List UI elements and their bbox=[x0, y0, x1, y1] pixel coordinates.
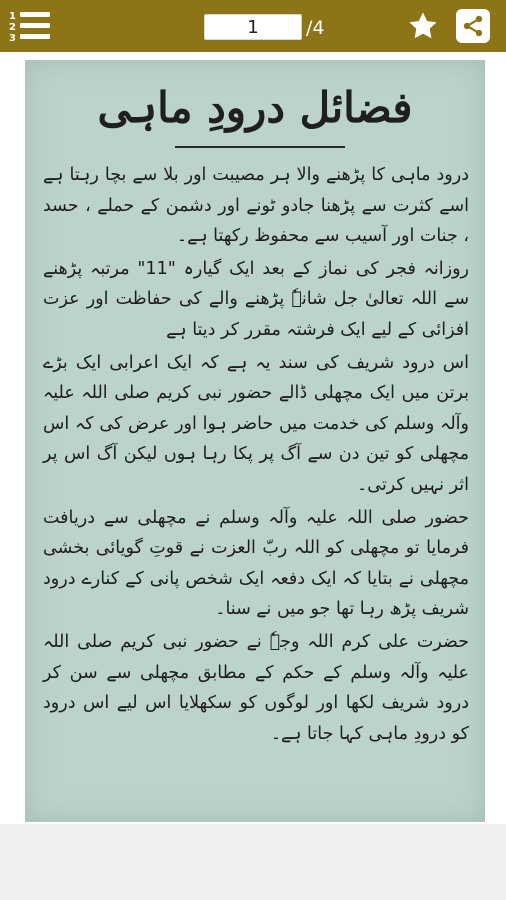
scanned-page[interactable] bbox=[25, 60, 485, 822]
svg-text:3: 3 bbox=[9, 33, 16, 44]
share-icon bbox=[461, 14, 485, 38]
bottom-empty-area bbox=[0, 824, 506, 900]
paragraph: روزانہ فجر کی نماز کے بعد ایک گیارہ "11" مرتبہ پڑھنے سے اللہ تعالیٰ جل شانہٗ پڑھنے والے کی حفاظت اور عزت افزائی کے لیے ایک فرشتہ مقرر کر دیتا ہے bbox=[43, 258, 469, 340]
svg-text:1: 1 bbox=[9, 11, 16, 22]
numbered-list-icon bbox=[8, 8, 52, 44]
top-toolbar bbox=[0, 0, 506, 52]
paragraph: اس درود شریف کی سند یہ ہے کہ ایک اعرابی ایک بڑے برتن میں ایک مچھلی ڈالے حضور نبی کریم صلی اللہ علیہ وآلہ وسلم کی خدمت میں حاضر ہوا اور عرض کی کہ اس مچھلی کو تین دن سے آگ پر پکا رہا ہوں لیکن آگ اس پر اثر نہیں کرتی۔ bbox=[43, 352, 469, 495]
bookmark-button[interactable] bbox=[404, 8, 442, 44]
page-number-input[interactable] bbox=[204, 14, 302, 40]
page-total-label: /4 bbox=[306, 17, 325, 39]
paragraph: درود ماہی کا پڑھنے والا ہر مصیبت اور بلا سے بچا رہتا ہے اسے کثرت سے پڑھنا جادو ٹونے اور دشمن کے حملے ، حسد ، جنات اور آسیب سے محفوظ رکھتا ہے۔ bbox=[43, 165, 469, 247]
title-underline bbox=[175, 146, 345, 148]
page-title: فضائل درودِ ماہی bbox=[97, 83, 413, 132]
page-body-text bbox=[43, 160, 469, 751]
share-button[interactable] bbox=[456, 9, 490, 43]
svg-text:2: 2 bbox=[9, 22, 16, 33]
paragraph: حضور صلی اللہ علیہ وآلہ وسلم نے مچھلی سے دریافت فرمایا تو مچھلی کو اللہ ربّ العزت نے قوتِ گویائی بخشی مچھلی نے بتایا کہ ایک دفعہ ایک شخص پانی کے کنارے درود شریف پڑھ رہا تھا جو میں نے سنا۔ bbox=[43, 507, 469, 620]
star-icon bbox=[407, 10, 439, 42]
paragraph: حضرت علی کرم اللہ وجہٗ نے حضور نبی کریم صلی اللہ علیہ وآلہ وسلم کے حکم کے مطابق مچھلی سے سن کر درود شریف لکھا اور لوگوں کو سکھلایا اس لیے اس درود کو درودِ ماہی کہا جاتا ہے۔ bbox=[43, 631, 469, 744]
chapter-list-button[interactable] bbox=[4, 6, 56, 46]
